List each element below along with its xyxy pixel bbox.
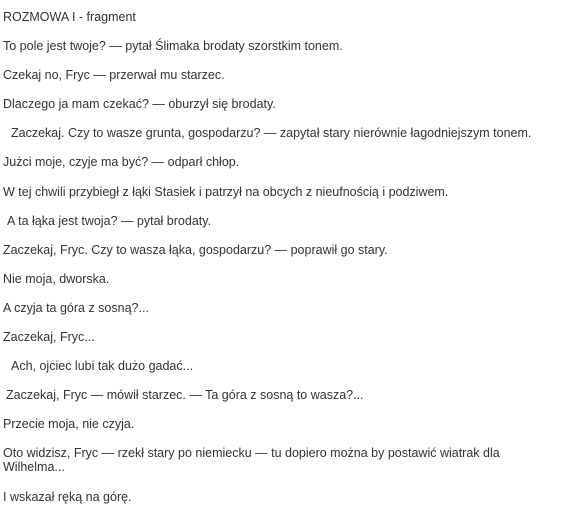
paragraph: Dlaczego ja mam czekać? — oburzył się brodaty. — [3, 97, 276, 112]
paragraph: Oto widzisz, Fryc — rzekł stary po niemiecku — tu dopiero można by postawić wiatrak dla Wilhelma... — [3, 446, 500, 475]
paragraph: I wskazał ręką na górę. — [3, 489, 132, 504]
paragraph-gap — [3, 228, 564, 243]
paragraph: Ach, ojciec lubi tak dużo gadać... — [11, 359, 194, 374]
paragraph-gap — [3, 140, 564, 155]
paragraph: Nie moja, dworska. — [3, 271, 110, 286]
paragraph: A ta łąka jest twoja? — pytał brodaty. — [7, 213, 212, 228]
paragraph: Zaczekaj. Czy to wasze grunta, gospodarzu? — zapytał stary nierównie łagodniejszym tonem. — [11, 126, 532, 141]
paragraph-gap — [3, 315, 564, 330]
paragraph: A czyja ta góra z sosną?... — [3, 300, 149, 315]
paragraph: Jużci moje, czyje ma być? — odparł chłop. — [3, 155, 240, 170]
paragraph-gap — [3, 82, 564, 97]
paragraph: Czekaj no, Fryc — przerwał mu starzec. — [3, 68, 225, 83]
paragraph-gap — [3, 474, 564, 489]
paragraph-gap — [3, 24, 564, 39]
paragraph: W tej chwili przybiegł z łąki Stasiek i patrzył na obcych z nieufnością i podziwem. — [3, 184, 449, 199]
paragraph: Zaczekaj, Fryc. Czy to wasza łąka, gospodarzu? — poprawił go stary. — [3, 242, 388, 257]
paragraph: To pole jest twoje? — pytał Ślimaka brodaty szorstkim tonem. — [3, 39, 343, 54]
paragraph-gap — [3, 344, 564, 359]
paragraph-gap — [3, 111, 564, 126]
paragraph: Zaczekaj, Fryc — mówił starzec. — Ta góra z sosną to wasza?... — [6, 388, 364, 403]
paragraph-gap — [3, 431, 564, 446]
paragraph-gap — [3, 199, 564, 214]
paragraph-gap — [3, 402, 564, 417]
paragraph: Zaczekaj, Fryc... — [3, 330, 95, 345]
paragraph-gap — [3, 257, 564, 272]
paragraph-gap — [3, 286, 564, 301]
paragraph-gap — [3, 169, 564, 184]
paragraph: Przecie moja, nie czyja. — [3, 417, 135, 432]
paragraph-gap — [3, 373, 564, 388]
paragraph-gap — [3, 53, 564, 68]
document-title: ROZMOWA I - fragment — [3, 10, 136, 24]
